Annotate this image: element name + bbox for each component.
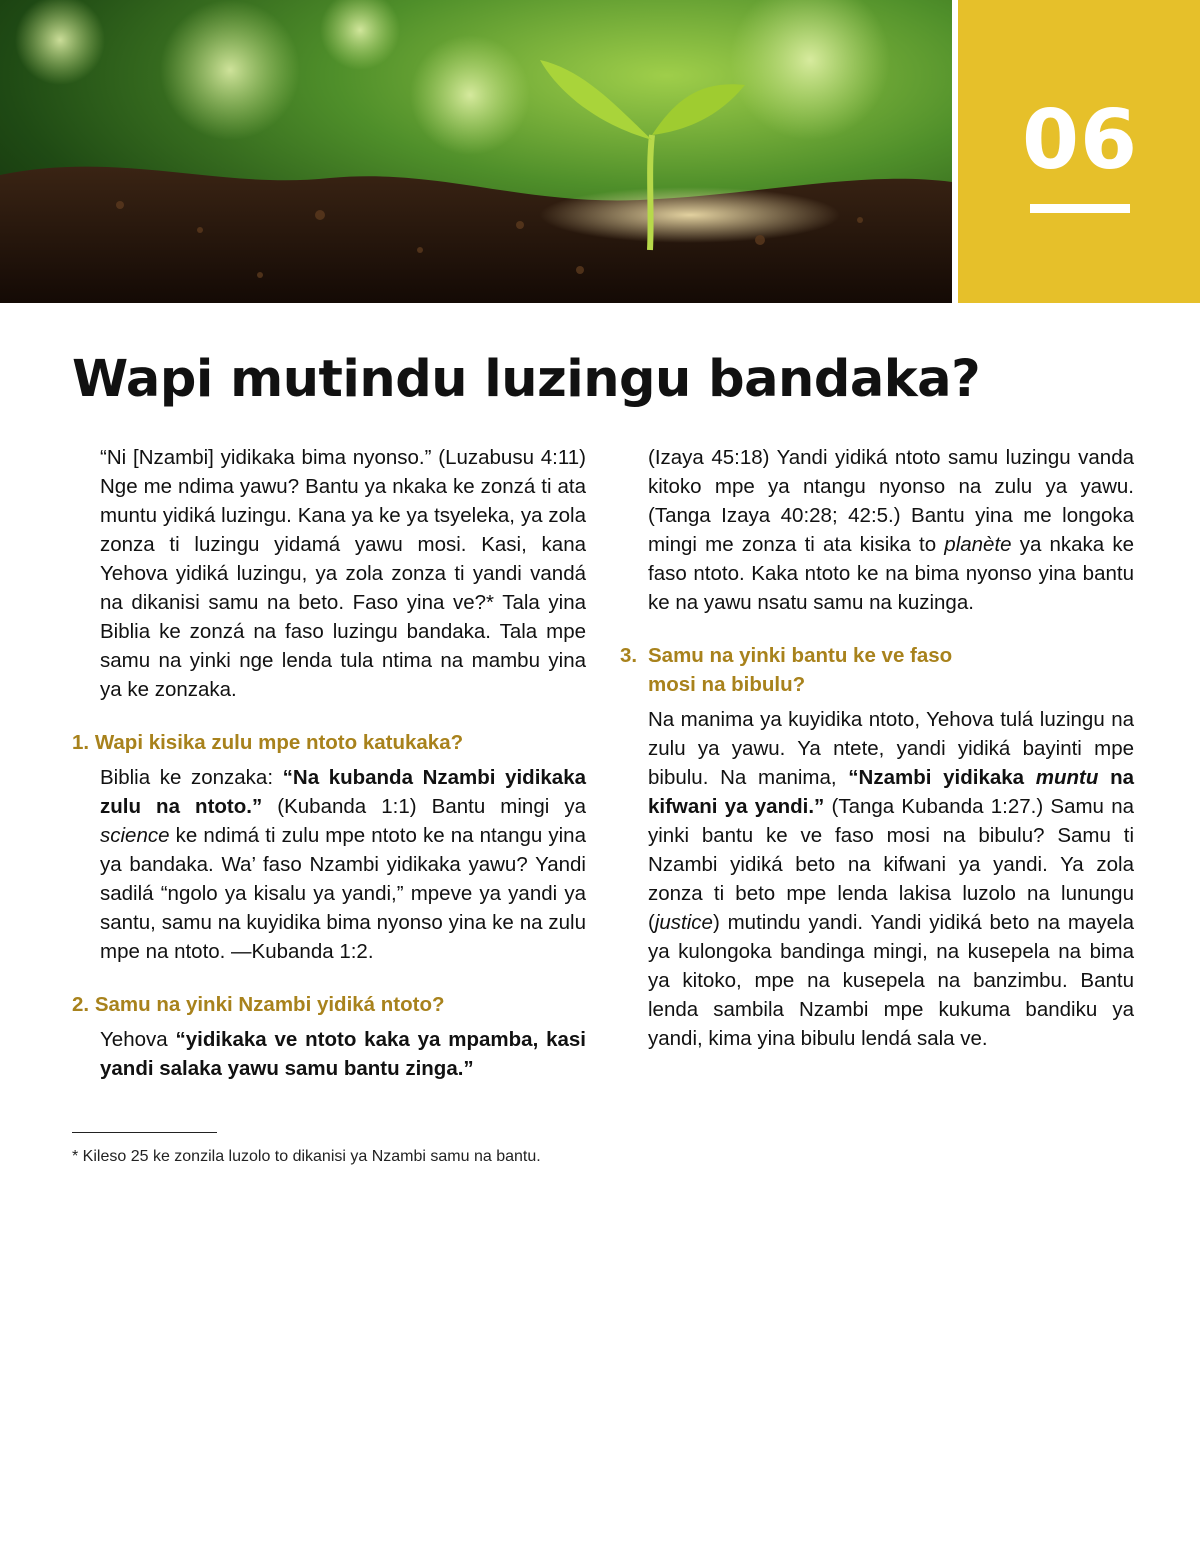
footnote: * Kileso 25 ke zonzila luzolo to dikanisi ya Nzambi samu na bantu. <box>72 1148 541 1165</box>
question-2-number: 2. <box>72 993 90 1016</box>
hero-image <box>0 0 952 303</box>
text-run: ) mutindu yandi. Yandi yidiká beto na mayela ya kulongoka bandinga mingi, na kusepela na bima ya kitoko, mpe na kusepela na banzimbu. Bantu lenda sambila Nzambi mpe kukuma bandiku ya yandi, kima yina bibulu lendá sala ve. <box>648 911 1134 1050</box>
text-run: science <box>100 824 170 847</box>
question-1-text: Wapi kisika zulu mpe ntoto katukaka? <box>94 731 464 754</box>
intro-paragraph <box>72 443 586 704</box>
text-run: (Tanga Kubanda 1:27.) Samu na yinki bantu ke ve faso mosi na bibulu? Samu ti Nzambi yidiká beto na kifwani ya yandi. Ya zola zonza ti beto mpe lenda lakisa luzolo na lunungu ( <box>648 795 1135 934</box>
question-3-number: 3. <box>620 644 638 667</box>
text-run: “Na kubanda Nzambi yidikaka zulu na ntoto.” <box>100 766 586 818</box>
right-column <box>620 443 1134 1053</box>
text-run: “Nzambi yidikaka <box>848 766 1036 789</box>
question-2 <box>72 990 586 1019</box>
text-run: na kifwani ya yandi.” <box>648 766 1134 818</box>
answer-2-continued <box>620 443 1134 617</box>
page-title: Wapi mutindu luzingu bandaka? <box>72 350 981 409</box>
answer-1-paragraph <box>72 763 586 966</box>
text-run: (Kubanda 1:1) Bantu mingi ya <box>262 795 586 818</box>
text-run: Na manima ya kuyidika ntoto, Yehova tulá luzingu na zulu ya yawu. Ya ntete, yandi yidiká bayinti mpe bibulu. Na manima, <box>648 708 1134 789</box>
question-3 <box>620 641 1134 699</box>
chapter-rule <box>1030 204 1130 213</box>
text-run: ke ndimá ti zulu mpe ntoto ke na ntangu yina ya bandaka. Wa’ faso Nzambi yidikaka yawu? Yandi sadilá “ngolo ya kisalu ya yandi,” mpeve ya yandi ya santu, samu na kuyidika bima nyonso yina ke na zulu mpe na ntoto. —Kubanda 1:2. <box>100 824 586 963</box>
text-run: Biblia ke zonzaka: <box>100 766 283 789</box>
question-1-number: 1. <box>72 731 90 754</box>
text-run: planète <box>944 533 1012 556</box>
question-3-line-2: mosi na bibulu? <box>648 673 806 696</box>
text-run: Yehova <box>100 1028 176 1051</box>
question-1 <box>72 728 586 757</box>
footnote-rule <box>72 1132 217 1133</box>
answer-2-paragraph <box>72 1025 586 1083</box>
left-column <box>72 443 586 1083</box>
question-3-line-1: Samu na yinki bantu ke ve faso <box>648 644 953 667</box>
text-run: (Izaya 45:18) Yandi yidiká ntoto samu luzingu vanda kitoko mpe ya ntangu nyonso na zulu ya yawu. (Tanga Izaya 40:28; 42:5.) Bantu yina me longoka mingi me zonza ti ata kisika to <box>648 446 1134 556</box>
question-2-text: Samu na yinki Nzambi yidiká ntoto? <box>94 993 445 1016</box>
text-run: “Ni [Nzambi] yidikaka bima nyonso.” (Luzabusu 4:11) Nge me ndima yawu? Bantu ya nkaka ke zonzá ti ata muntu yidiká luzingu. Kana ya ke ya tsyeleka, ya zola zonza ti luzingu yidamá yawu mosi. Kasi, kana Yehova yidiká luzingu, ya zola zonza ti yandi vandá na dikanisi samu na beto. Faso yina ve?* Tala yina Biblia ke zonzá na faso luzingu bandaka. Tala mpe samu na yinki nge lenda tula ntima na mambu yina ya ke zonzaka. <box>100 446 586 701</box>
chapter-number: 06 <box>1021 93 1139 188</box>
text-run: “yidikaka ve ntoto kaka ya mpamba, kasi yandi salaka yawu samu bantu zinga.” <box>100 1028 586 1080</box>
answer-3-paragraph <box>620 705 1134 1053</box>
seedling-illustration <box>0 0 952 303</box>
text-run: ya nkaka ke faso ntoto. Kaka ntoto ke na bima nyonso yina bantu ke na yawu nsatu samu na kuzinga. <box>648 533 1135 614</box>
text-run: muntu <box>1035 766 1099 789</box>
text-run: justice <box>654 911 713 934</box>
